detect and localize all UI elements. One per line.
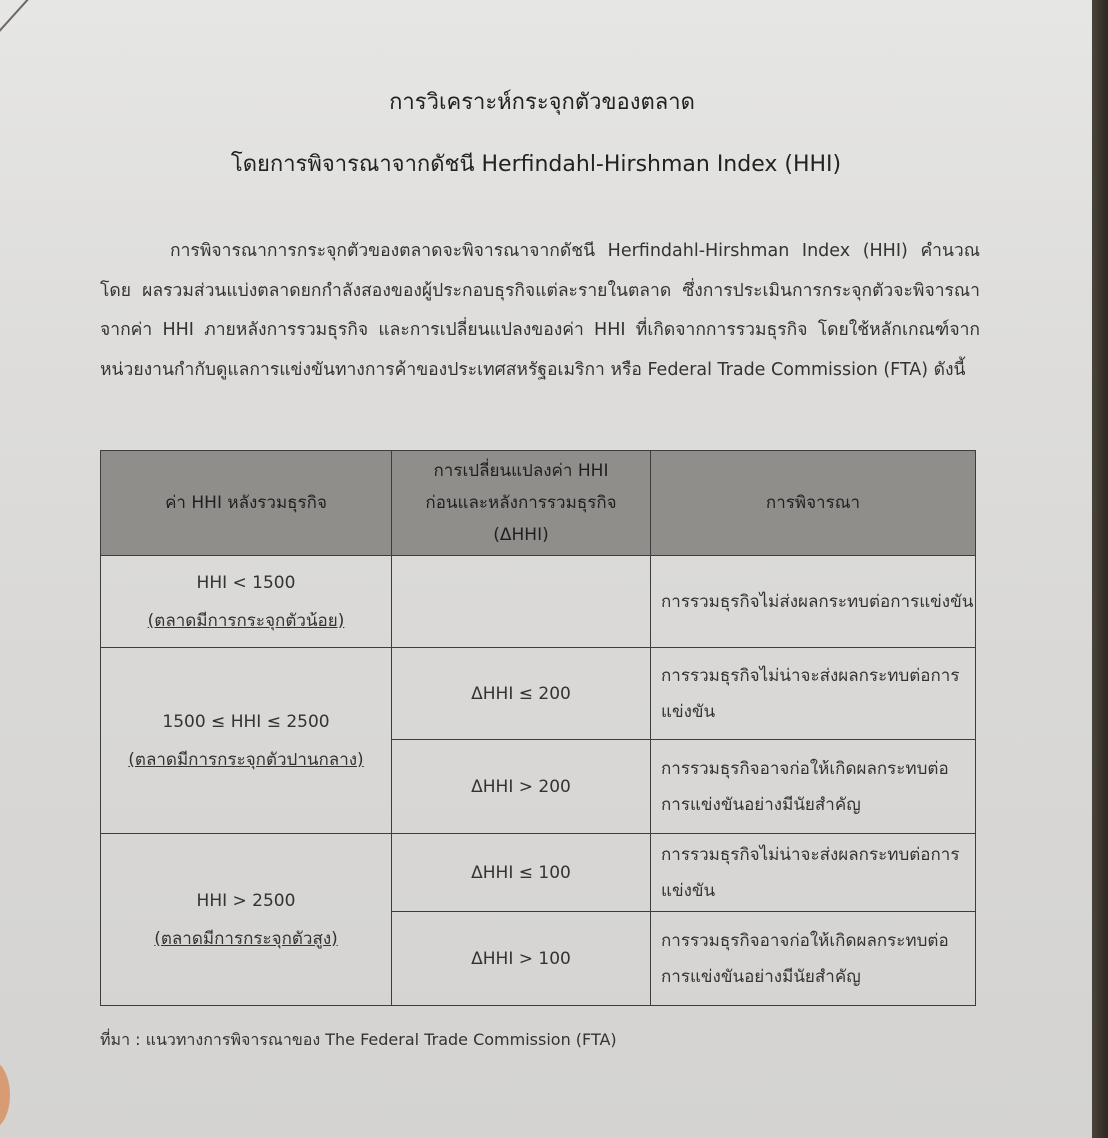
- document-title: การวิเคราะห์กระจุกตัวของตลาด: [389, 90, 695, 115]
- header-delta-line1: การเปลี่ยนแปลงค่า HHI: [433, 461, 609, 481]
- header-delta-line3: (ΔHHI): [493, 525, 549, 545]
- table-header-row: [101, 451, 976, 556]
- paper-fold-line: [0, 0, 58, 41]
- consideration-cell: การรวมธุรกิจไม่น่าจะส่งผลกระทบต่อการแข่งขัน: [651, 648, 976, 740]
- delta-hhi-cell: ΔHHI ≤ 200: [392, 648, 651, 740]
- hhi-range: 1500 ≤ HHI ≤ 2500: [162, 711, 330, 732]
- consideration-cell: การรวมธุรกิจไม่ส่งผลกระทบต่อการแข่งขัน: [651, 556, 976, 648]
- consideration-cell: การรวมธุรกิจไม่น่าจะส่งผลกระทบต่อการแข่งขัน: [651, 834, 976, 912]
- delta-hhi-cell: ΔHHI ≤ 100: [392, 834, 651, 912]
- delta-hhi-cell: ΔHHI > 200: [392, 740, 651, 834]
- hhi-range: HHI > 2500: [196, 890, 296, 911]
- concentration-level: (ตลาดมีการกระจุกตัวน้อย): [147, 610, 345, 631]
- hhi-criteria-table: [100, 450, 976, 1006]
- header-delta-line2: ก่อนและหลังการรวมธุรกิจ: [425, 493, 617, 513]
- document-subtitle: โดยการพิจารณาจากดัชนี Herfindahl-Hirshman Index (HHI): [230, 152, 842, 177]
- delta-hhi-cell: ΔHHI > 100: [392, 912, 651, 1006]
- header-consideration: การพิจารณา: [651, 451, 976, 556]
- table-row: [101, 648, 976, 740]
- hhi-range-cell: [101, 834, 392, 1006]
- background-edge: [1092, 0, 1108, 1138]
- concentration-level: (ตลาดมีการกระจุกตัวปานกลาง): [128, 749, 364, 770]
- intro-paragraph-text: การพิจารณาการกระจุกตัวของตลาดจะพิจารณาจากดัชนี Herfindahl-Hirshman Index (HHI) คำนวณโดย ผลรวมส่วนแบ่งตลาดยกกำลังสองของผู้ประกอบธุรกิจแต่ละรายในตลาด ซึ่งการประเมินการกระจุกตัวจะพิจารณาจากค่า HHI ภายหลังการรวมธุรกิจ และการเปลี่ยนแปลงของค่า HHI ที่เกิดจากการรวมธุรกิจ โดยใช้หลักเกณฑ์จากหน่วยงานกำกับดูแลการแข่งขันทางการค้าของประเทศสหรัฐอเมริกา หรือ Federal Trade Commission (FTA) ดังนี้: [100, 241, 980, 380]
- hhi-range-cell: [101, 648, 392, 834]
- header-delta-hhi: [392, 451, 651, 556]
- header-hhi-after-merger: ค่า HHI หลังรวมธุรกิจ: [101, 451, 392, 556]
- intro-paragraph: [100, 232, 980, 390]
- delta-hhi-cell: [392, 556, 651, 648]
- source-note: ที่มา : แนวทางการพิจารณาของ The Federal Trade Commission (FTA): [100, 1030, 617, 1049]
- consideration-cell: การรวมธุรกิจอาจก่อให้เกิดผลกระทบต่อการแข่งขันอย่างมีนัยสำคัญ: [651, 912, 976, 1006]
- table-row: [101, 834, 976, 912]
- consideration-cell: การรวมธุรกิจอาจก่อให้เกิดผลกระทบต่อการแข่งขันอย่างมีนัยสำคัญ: [651, 740, 976, 834]
- hhi-range-cell: [101, 556, 392, 648]
- finger-edge: [0, 1060, 10, 1130]
- hhi-range: HHI < 1500: [196, 572, 296, 593]
- table-row: [101, 556, 976, 648]
- concentration-level: (ตลาดมีการกระจุกตัวสูง): [154, 928, 338, 949]
